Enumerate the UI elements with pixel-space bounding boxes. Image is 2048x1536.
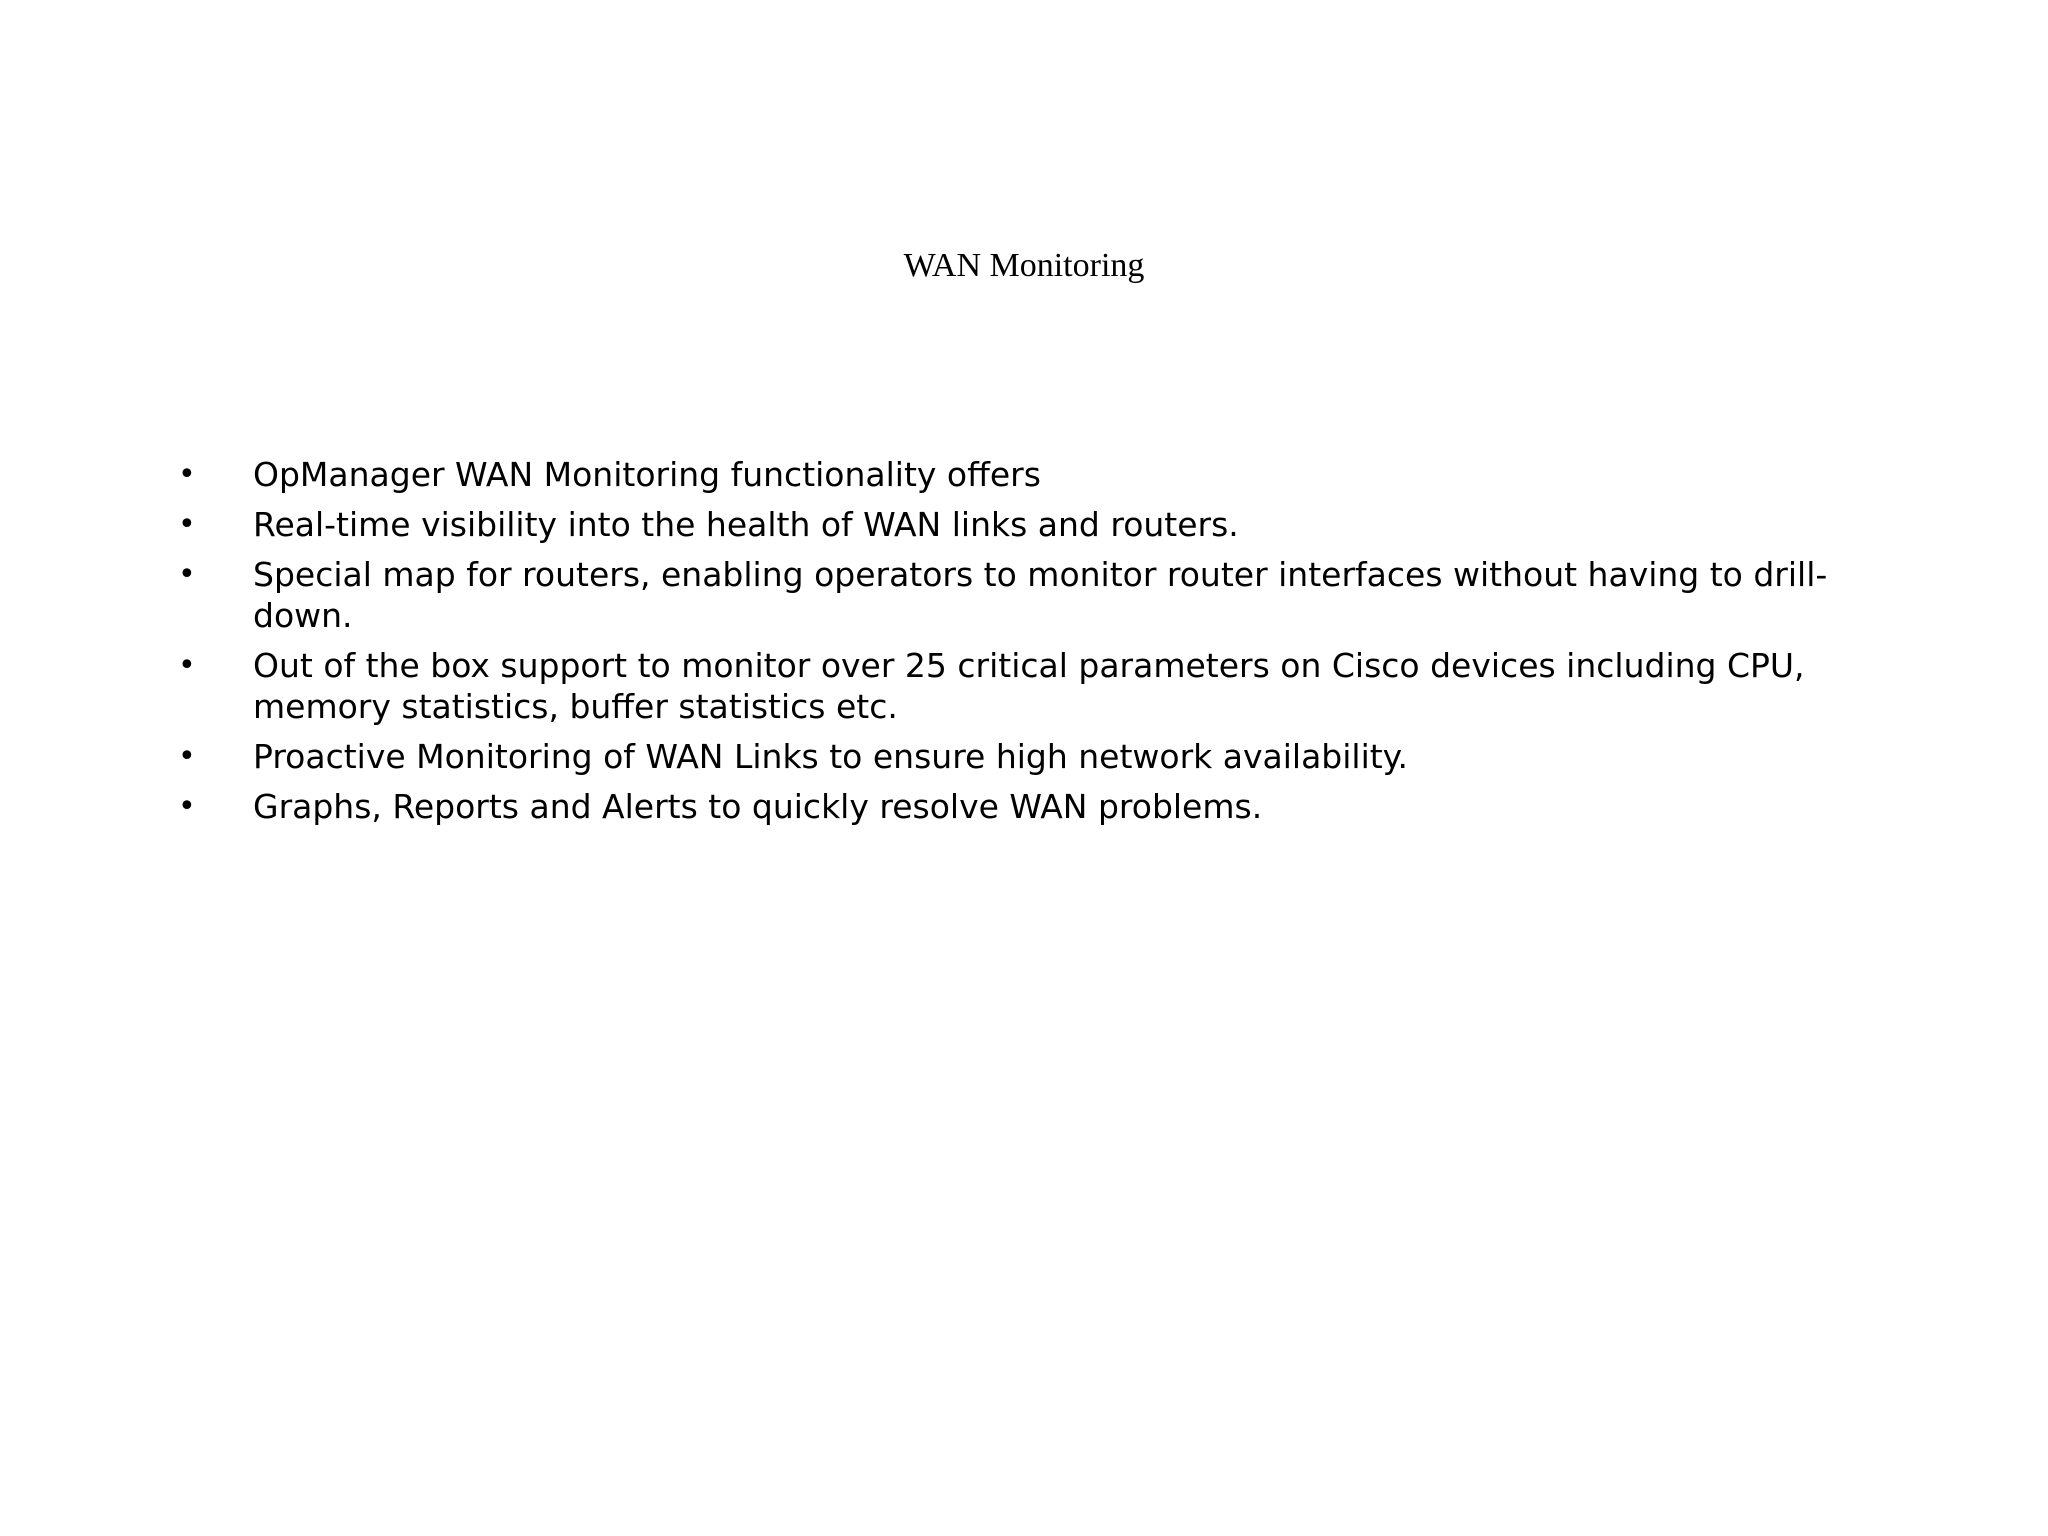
bullet-icon: • bbox=[178, 789, 196, 824]
bullet-icon: • bbox=[178, 648, 196, 683]
bullet-item bbox=[0, 645, 1893, 727]
bullet-text: OpManager WAN Monitoring functionality offers bbox=[253, 455, 1041, 494]
bullet-icon: • bbox=[178, 739, 196, 774]
bullet-text: Graphs, Reports and Alerts to quickly resolve WAN problems. bbox=[253, 787, 1263, 826]
bullet-list bbox=[0, 454, 2048, 836]
bullet-icon: • bbox=[178, 457, 196, 492]
slide-title: WAN Monitoring bbox=[903, 247, 1145, 284]
bullet-item bbox=[0, 454, 1893, 495]
bullet-item bbox=[0, 504, 1893, 545]
bullet-item bbox=[0, 736, 1893, 777]
bullet-item bbox=[0, 786, 1893, 827]
bullet-text: Real-time visibility into the health of WAN links and routers. bbox=[253, 505, 1239, 544]
bullet-icon: • bbox=[178, 557, 196, 592]
bullet-text: Proactive Monitoring of WAN Links to ensure high network availability. bbox=[253, 737, 1408, 776]
bullet-item bbox=[0, 554, 1893, 636]
bullet-text: Out of the box support to monitor over 25 critical parameters on Cisco devices including CPU, memory statistics, buffer statistics etc. bbox=[253, 646, 1805, 726]
bullet-text: Special map for routers, enabling operators to monitor router interfaces without having to drill-down. bbox=[253, 555, 1828, 635]
bullet-icon: • bbox=[178, 507, 196, 542]
